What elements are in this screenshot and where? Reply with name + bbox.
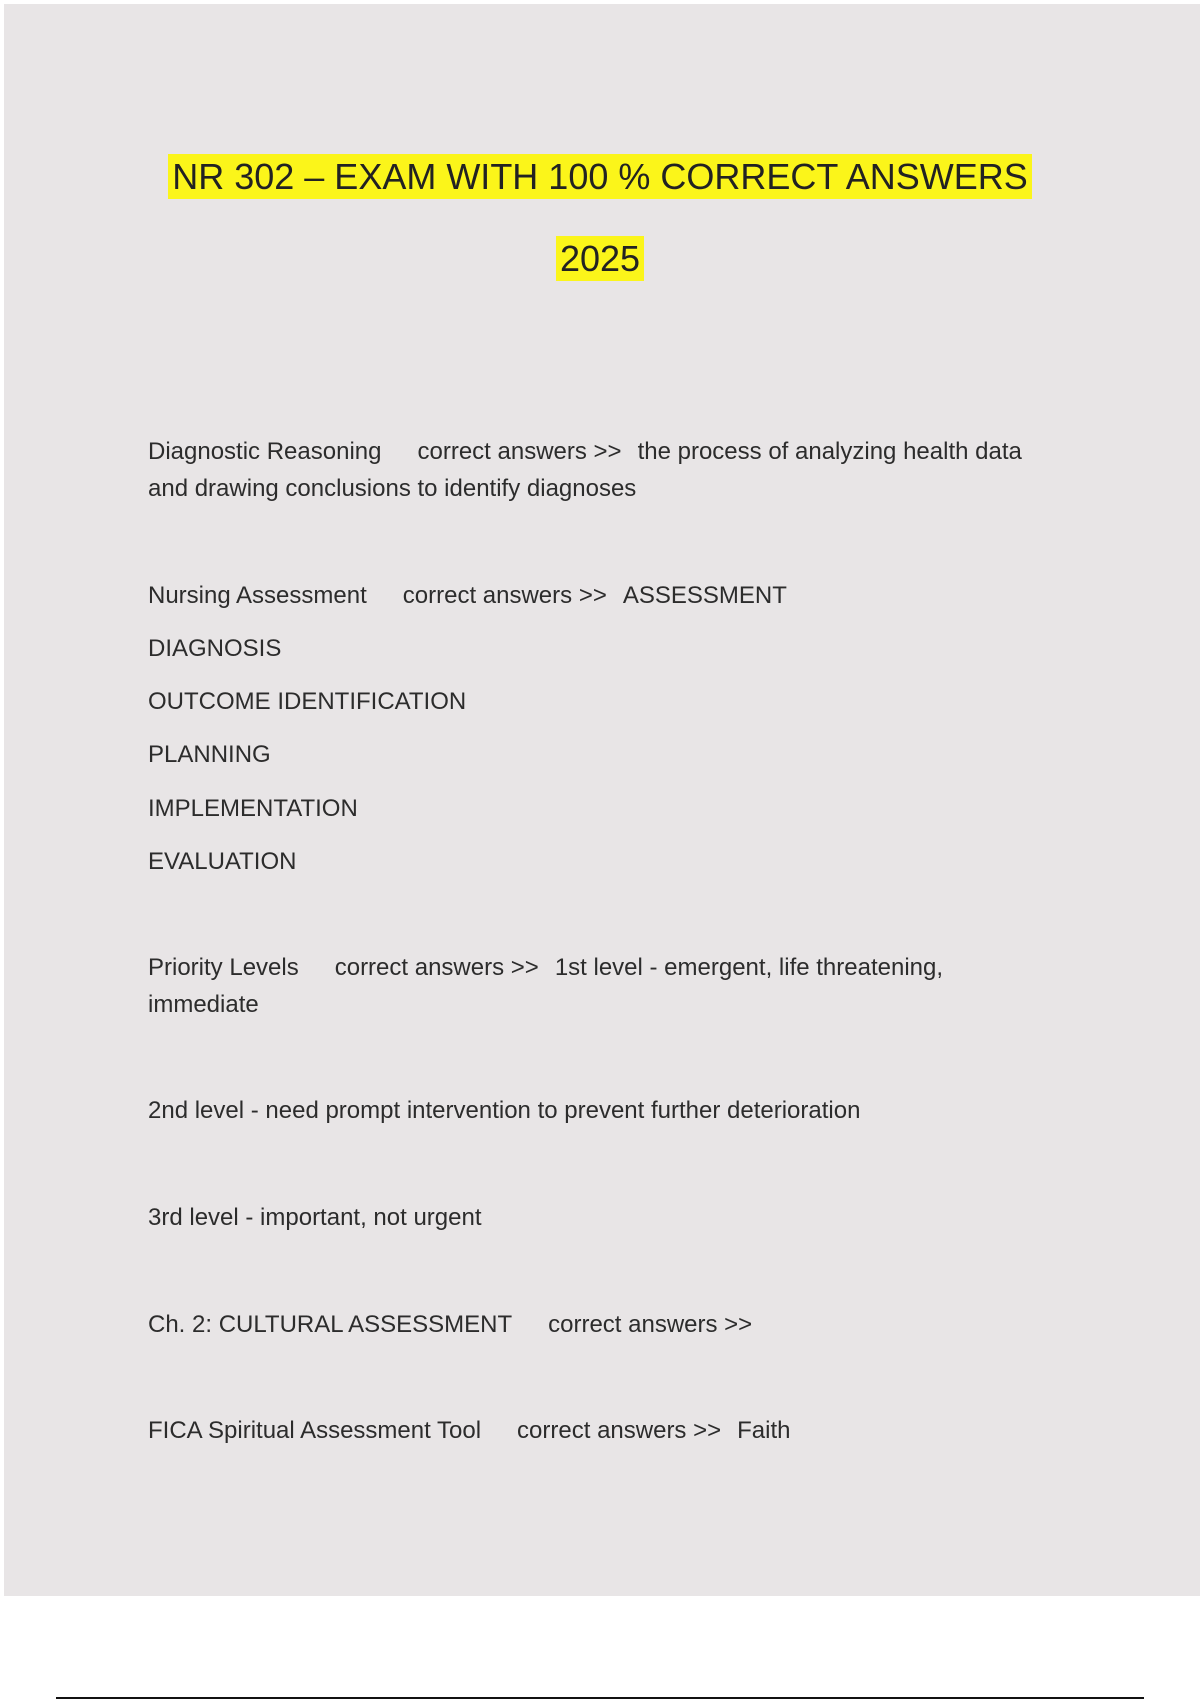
entry-diagnostic-reasoning — [148, 433, 1022, 470]
entry-separator: correct answers >> — [334, 954, 539, 981]
entry-separator: correct answers >> — [548, 1311, 753, 1338]
entry-answer: the process of analyzing health data — [637, 438, 1022, 465]
entry-answer: ASSESSMENT — [622, 582, 787, 609]
entry-term: Diagnostic Reasoning — [148, 438, 382, 465]
entry-answer-continuation: and drawing conclusions to identify diagnoses — [148, 475, 637, 502]
process-step: OUTCOME IDENTIFICATION — [148, 688, 467, 715]
entry-term: FICA Spiritual Assessment Tool — [148, 1417, 482, 1444]
document-title-line-2 — [0, 234, 1200, 284]
entry-nursing-assessment — [148, 577, 787, 614]
entry-answer: Faith — [737, 1417, 791, 1444]
footer-rule — [56, 1697, 1144, 1699]
title-highlight-2: 2025 — [556, 236, 644, 281]
entry-separator: correct answers >> — [517, 1417, 722, 1444]
entry-cultural-assessment — [148, 1306, 752, 1343]
process-step: EVALUATION — [148, 848, 297, 875]
process-step: PLANNING — [148, 741, 271, 768]
entry-fica-tool — [148, 1412, 791, 1449]
entry-separator: correct answers >> — [417, 438, 622, 465]
entry-separator: correct answers >> — [402, 582, 607, 609]
title-highlight-1: NR 302 – EXAM WITH 100 % CORRECT ANSWERS — [168, 154, 1032, 199]
entry-term: Ch. 2: CULTURAL ASSESSMENT — [148, 1311, 513, 1338]
entry-answer: 1st level - emergent, life threatening, — [554, 954, 944, 981]
process-step: IMPLEMENTATION — [148, 795, 358, 822]
document-title-line-1 — [0, 152, 1200, 202]
entry-term: Priority Levels — [148, 954, 299, 981]
entry-priority-levels — [148, 949, 943, 986]
process-step: DIAGNOSIS — [148, 635, 282, 662]
entry-term: Nursing Assessment — [148, 582, 367, 609]
entry-answer-continuation: immediate — [148, 991, 259, 1018]
priority-level-3: 3rd level - important, not urgent — [148, 1204, 482, 1231]
priority-level-2: 2nd level - need prompt intervention to prevent further deterioration — [148, 1097, 861, 1124]
